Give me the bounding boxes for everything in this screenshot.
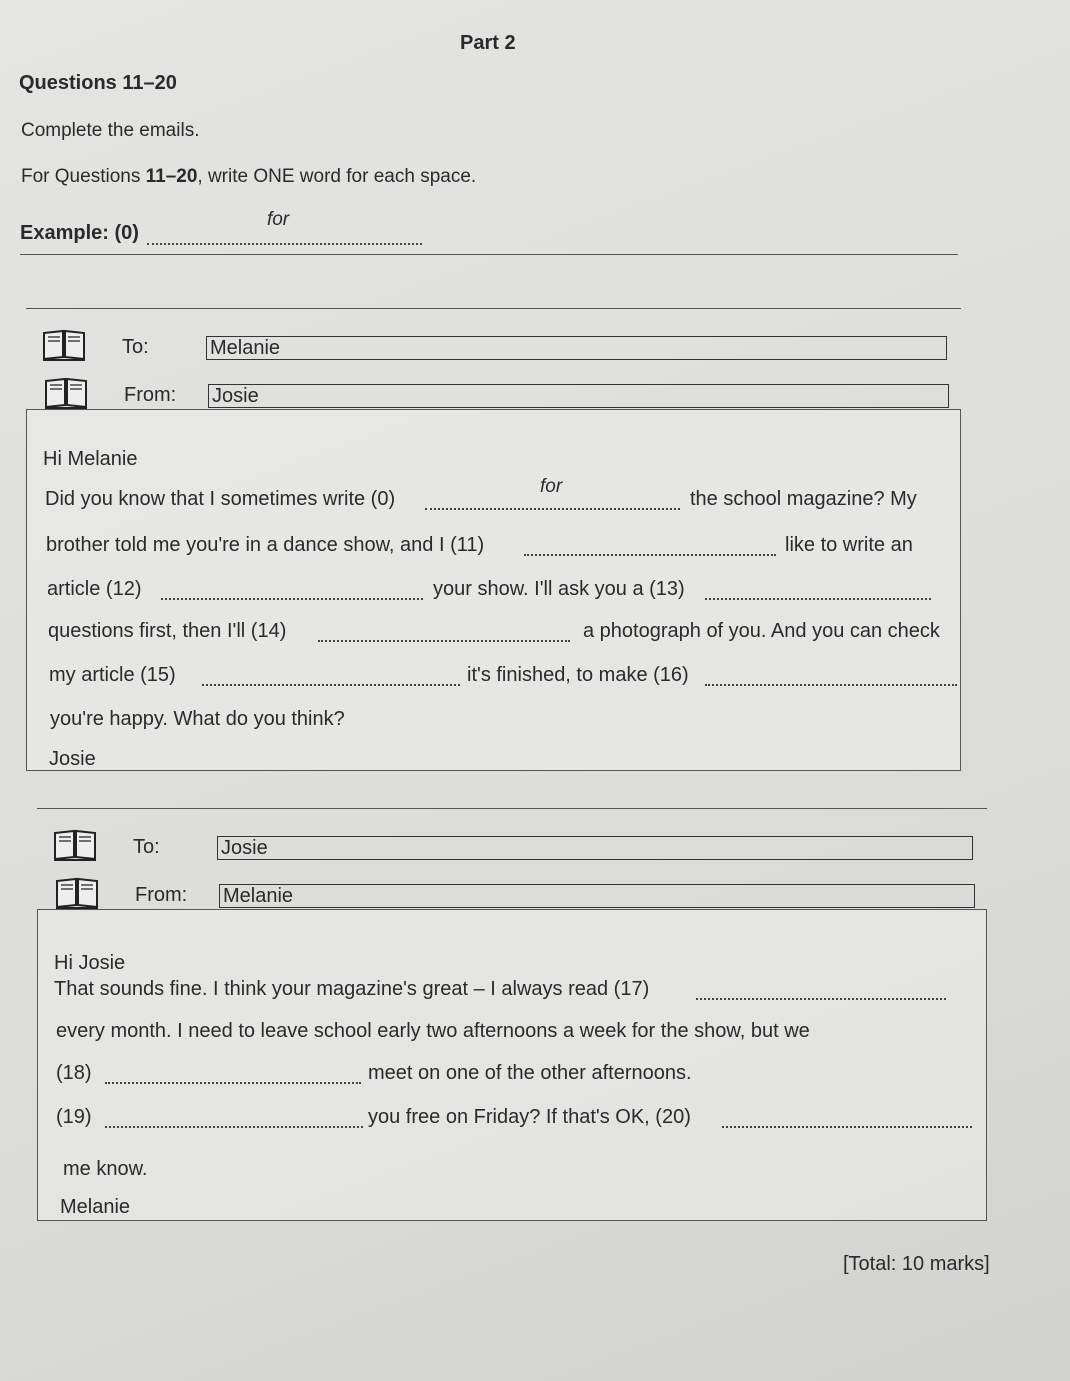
to-label: To: [122, 336, 149, 358]
example-answer-blank [425, 476, 680, 510]
from-label: From: [135, 884, 188, 906]
answer-blank[interactable] [705, 664, 957, 686]
text-segment: article (12) [47, 578, 142, 600]
answer-blank[interactable] [202, 664, 460, 686]
email-body [37, 909, 987, 1221]
answer-blank[interactable] [318, 620, 570, 642]
answer-blank[interactable] [524, 534, 776, 556]
text-segment: your show. I'll ask you a (13) [433, 578, 685, 600]
instruction-text: , write ONE word for each space. [197, 166, 477, 187]
text-segment: Did you know that I sometimes write (0) [45, 488, 396, 510]
instruction-text: For Questions [21, 166, 146, 187]
text-segment: (19) [56, 1106, 92, 1128]
text-segment: my article (15) [49, 664, 176, 686]
text-segment: brother told me you're in a dance show, and I (11) [46, 534, 485, 556]
question-range: 11–20 [145, 166, 198, 187]
address-book-icon [42, 329, 86, 366]
answer-text: for [540, 476, 563, 497]
email-body [26, 409, 961, 771]
email-josie-to-melanie [26, 308, 961, 771]
divider [20, 254, 958, 255]
signature: Melanie [60, 1196, 131, 1218]
answer-blank[interactable] [105, 1106, 363, 1128]
from-label: From: [124, 384, 177, 406]
text-segment: you're happy. What do you think? [50, 708, 345, 730]
text-segment: you free on Friday? If that's OK, (20) [368, 1106, 691, 1128]
answer-blank[interactable] [696, 978, 946, 1000]
questions-heading: Questions 11–20 [19, 72, 177, 94]
instruction-detail [21, 166, 476, 188]
text-segment: me know. [63, 1158, 148, 1180]
total-marks: [Total: 10 marks] [843, 1253, 990, 1275]
text-segment: every month. I need to leave school early two afternoons a week for the show, but we [56, 1020, 810, 1042]
email-melanie-to-josie [37, 808, 987, 1221]
greeting: Hi Josie [54, 952, 126, 974]
to-label: To: [133, 836, 160, 858]
instruction: Complete the emails. [21, 120, 200, 141]
answer-blank[interactable] [705, 578, 931, 600]
from-field: Josie [208, 384, 949, 408]
greeting: Hi Melanie [43, 448, 138, 470]
to-field: Melanie [206, 336, 947, 360]
text-segment: questions first, then I'll (14) [48, 620, 287, 642]
example-label: Example: (0) [20, 222, 139, 244]
text-segment: a photograph of you. And you can check [583, 620, 940, 642]
text-segment: That sounds fine. I think your magazine's great – I always read (17) [54, 978, 650, 1000]
answer-blank[interactable] [722, 1106, 972, 1128]
email-header [26, 308, 961, 409]
signature: Josie [49, 748, 96, 770]
answer-blank[interactable] [161, 578, 423, 600]
answer-blank[interactable] [105, 1062, 361, 1084]
example-blank [147, 209, 422, 245]
text-segment: (18) [56, 1062, 92, 1084]
address-book-icon [53, 829, 97, 866]
from-field: Melanie [219, 884, 975, 908]
text-segment: the school magazine? My [690, 488, 917, 510]
part-heading: Part 2 [460, 32, 516, 54]
text-segment: like to write an [785, 534, 913, 556]
text-segment: meet on one of the other afternoons. [368, 1062, 692, 1084]
text-segment: it's finished, to make (16) [467, 664, 689, 686]
email-header [37, 808, 987, 909]
example-answer: for [266, 209, 290, 230]
example [20, 209, 422, 245]
to-field: Josie [217, 836, 973, 860]
